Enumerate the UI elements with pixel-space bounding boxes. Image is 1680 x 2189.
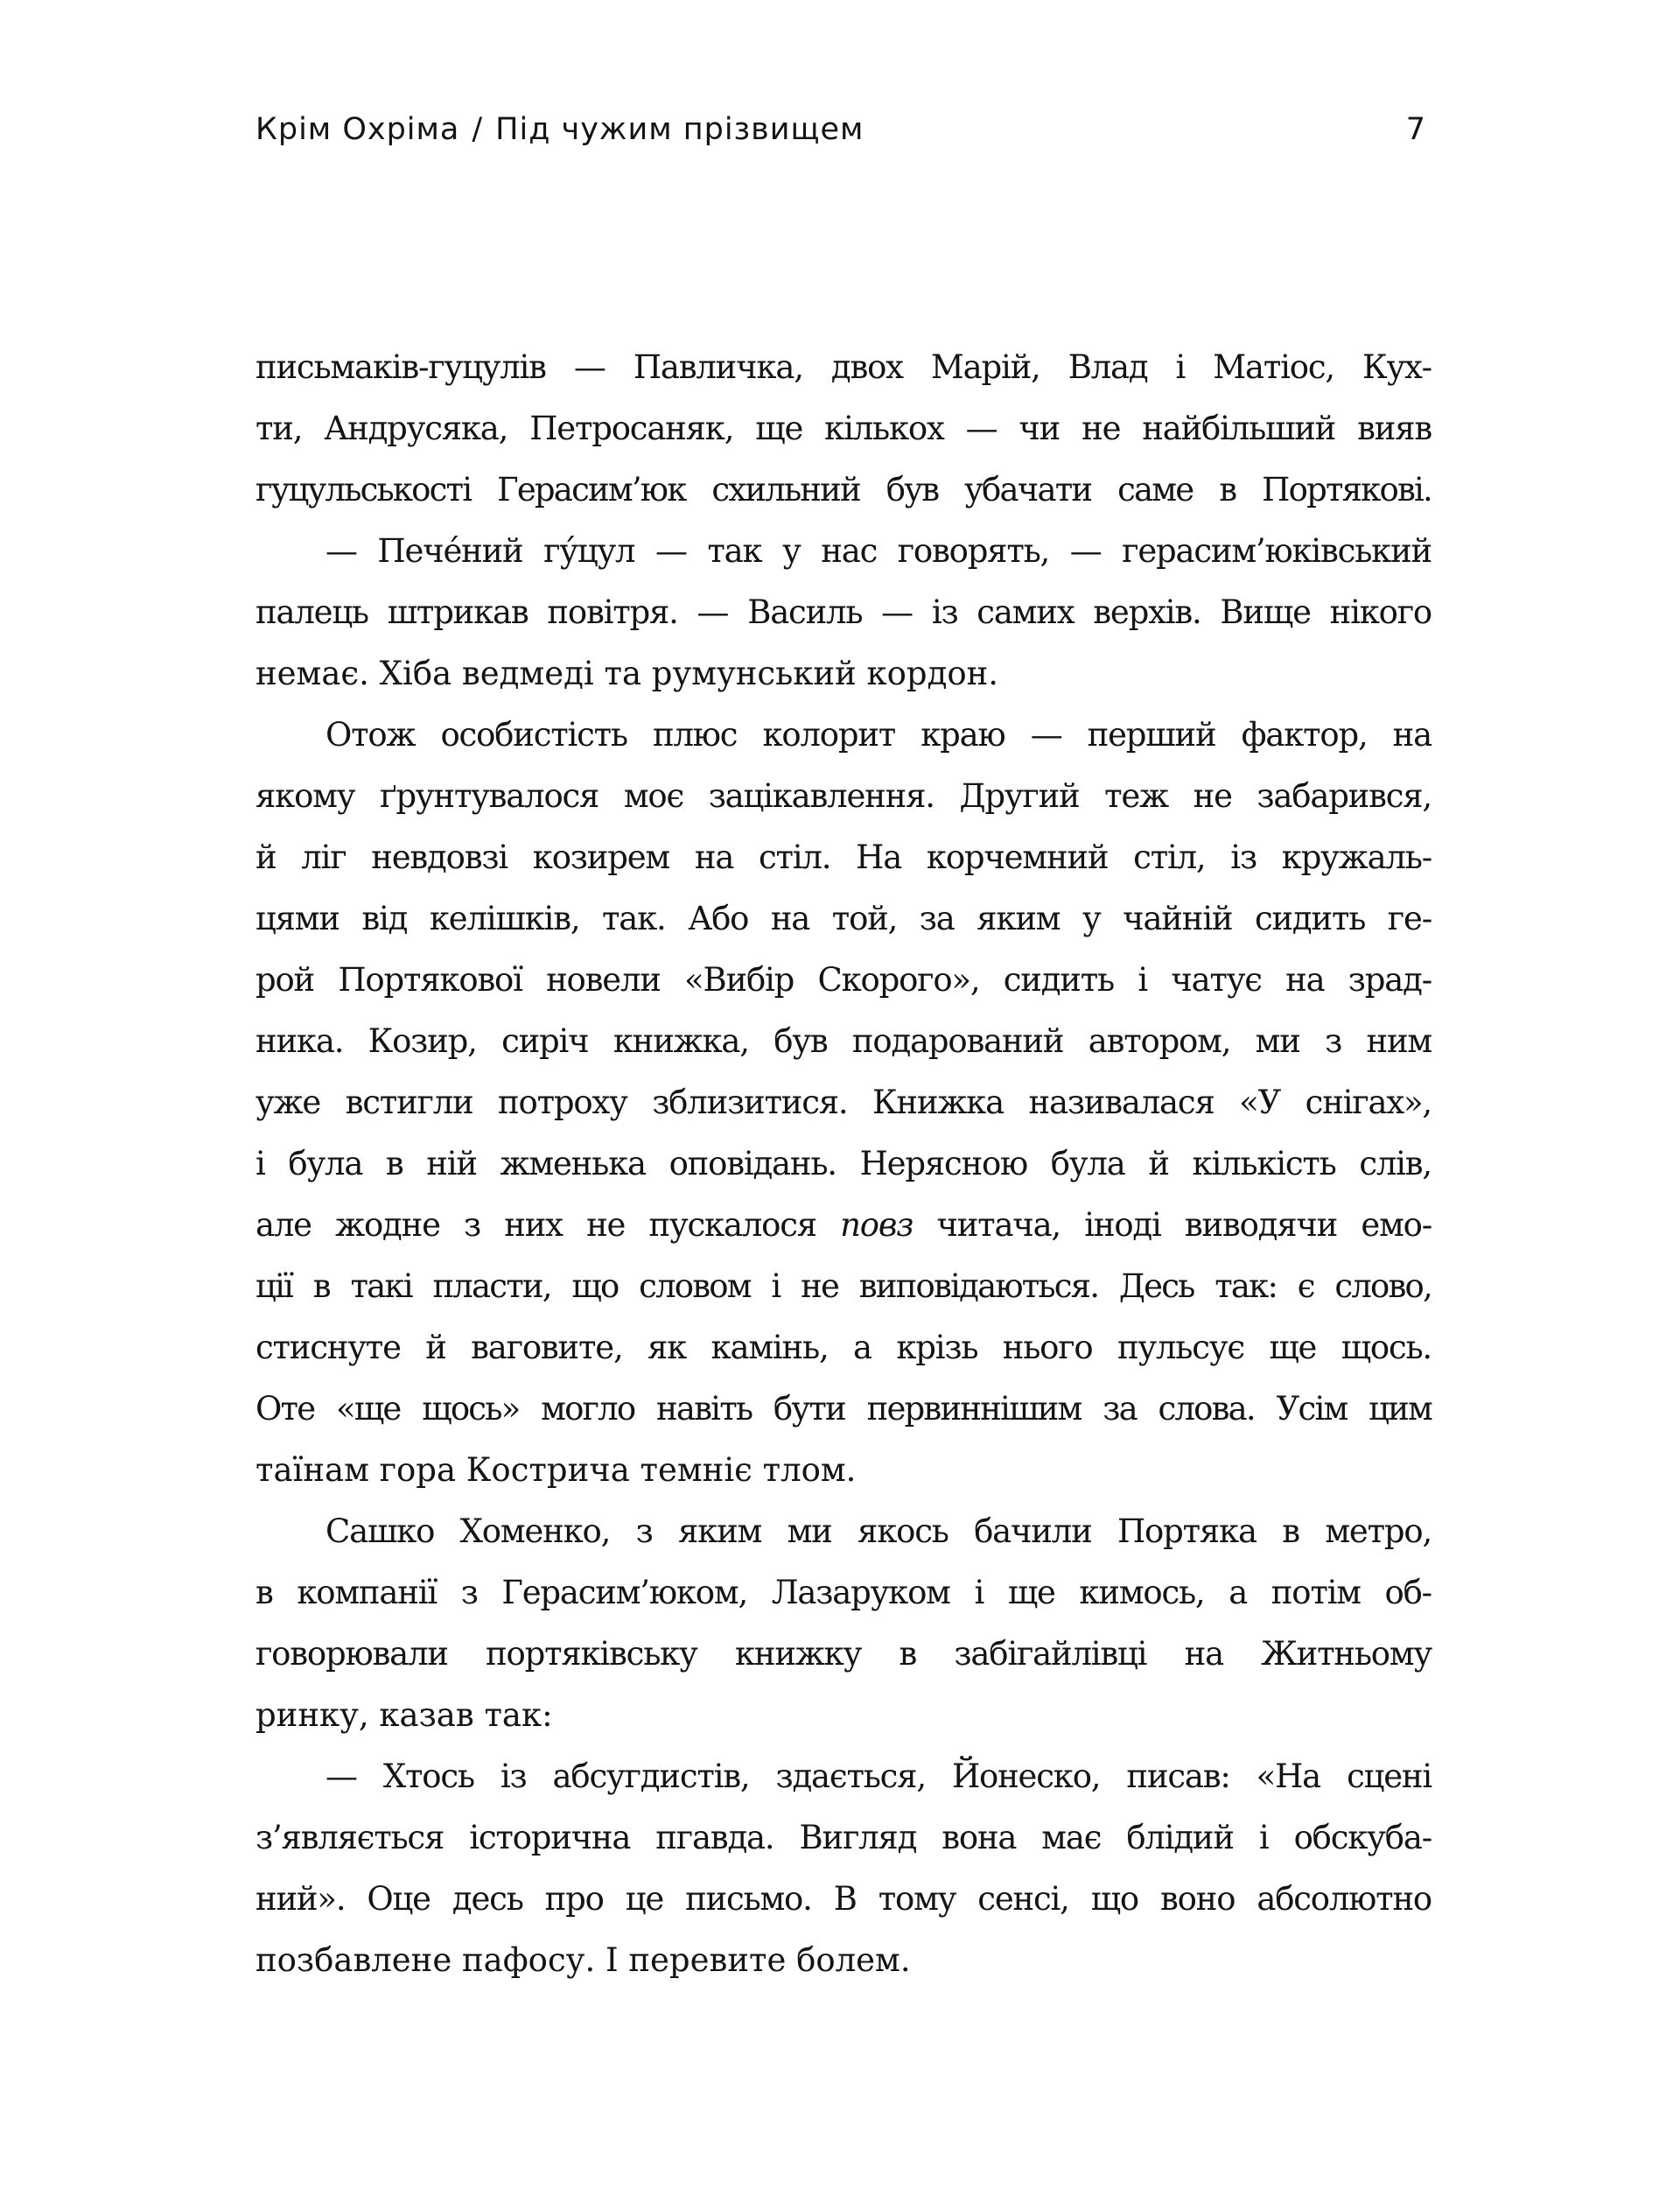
text-line: ти, Андрусяка, Петросаняк, ще кількох — чи не найбільший вияв bbox=[256, 410, 1432, 447]
italic-word: повз bbox=[840, 1206, 914, 1244]
text-line: ника. Козир, сиріч книжка, був подарований автором, ми з ним bbox=[256, 1022, 1432, 1060]
text-line: палець штрикав повітря. — Василь — із самих верхів. Вище нікого bbox=[256, 593, 1432, 631]
paragraph-first-line: Отож особистість плюс колорит краю — перший фактор, на bbox=[326, 716, 1432, 754]
text-line: з’являється історична пгавда. Вигляд вона має блідий і обскуба- bbox=[256, 1819, 1432, 1856]
text-line-with-italic bbox=[256, 1195, 1432, 1256]
text-line: ний». Оце десь про це письмо. В тому сенсі, що воно абсолютно bbox=[256, 1880, 1432, 1918]
text-line: цями від келішків, так. Або на той, за яким у чайній сидить ге- bbox=[256, 900, 1432, 937]
text-line: в компанії з Герасим’юком, Лазаруком і ще кимось, а потім об- bbox=[256, 1574, 1432, 1611]
paragraph-dialogue-line: — Пече́ний гу́цул — так у нас говорять, — герасим’юківський bbox=[326, 532, 1432, 570]
page-number: 7 bbox=[1405, 112, 1426, 147]
paragraph-first-line: Сашко Хоменко, з яким ми якось бачили Портяка в метро, bbox=[326, 1512, 1432, 1550]
text-line: якому ґрунтувалося моє зацікавлення. Другий теж не забарився, bbox=[256, 777, 1432, 815]
running-head-separator: / bbox=[472, 112, 484, 147]
text-segment: але жодне з них не пускалося bbox=[256, 1206, 816, 1244]
paragraph-dialogue-line: — Хтось із абсугдистів, здається, Йонеско, писав: «На сцені bbox=[326, 1758, 1432, 1795]
body-text bbox=[256, 337, 1432, 1991]
text-line: говорювали портяківську книжку в забігайлівці на Житньому bbox=[256, 1635, 1432, 1673]
text-line: уже встигли потроху зблизитися. Книжка називалася «У снігах», bbox=[256, 1084, 1432, 1121]
text-line: немає. Хіба ведмеді та румунський кордон. bbox=[256, 655, 999, 692]
text-line: гуцульськості Герасим’юк схильний був убачати саме в Портякові. bbox=[256, 471, 1432, 509]
text-line: і була в ній жменька оповідань. Нерясною була й кількість слів, bbox=[256, 1145, 1432, 1182]
text-line: стиснуте й ваговите, як камінь, а крізь нього пульсує ще щось. bbox=[256, 1329, 1432, 1366]
running-head-author: Крім Охріма bbox=[256, 112, 460, 147]
text-line: таїнам гора Кострича темніє тлом. bbox=[256, 1451, 857, 1489]
text-line: позбавлене пафосу. І перевите болем. bbox=[256, 1941, 911, 1979]
text-line: ції в такі пласти, що словом і не виповідаються. Десь так: є слово, bbox=[256, 1267, 1432, 1305]
text-line: рой Портякової новели «Вибір Скорого», сидить і чатує на зрад- bbox=[256, 961, 1432, 999]
text-line: ринку, казав так: bbox=[256, 1696, 553, 1734]
text-line: письмаків-гуцулів — Павличка, двох Марій, Влад і Матіос, Кух- bbox=[256, 348, 1432, 386]
running-head-chapter: Під чужим прізвищем bbox=[495, 112, 864, 147]
text-line: Оте «ще щось» могло навіть бути первиннішим за слова. Усім цим bbox=[256, 1390, 1432, 1428]
running-head bbox=[256, 103, 1426, 156]
text-line: й ліг невдовзі козирем на стіл. На корчемний стіл, із кружаль- bbox=[256, 838, 1432, 876]
text-segment: читача, іноді виводячи емо- bbox=[936, 1206, 1432, 1244]
